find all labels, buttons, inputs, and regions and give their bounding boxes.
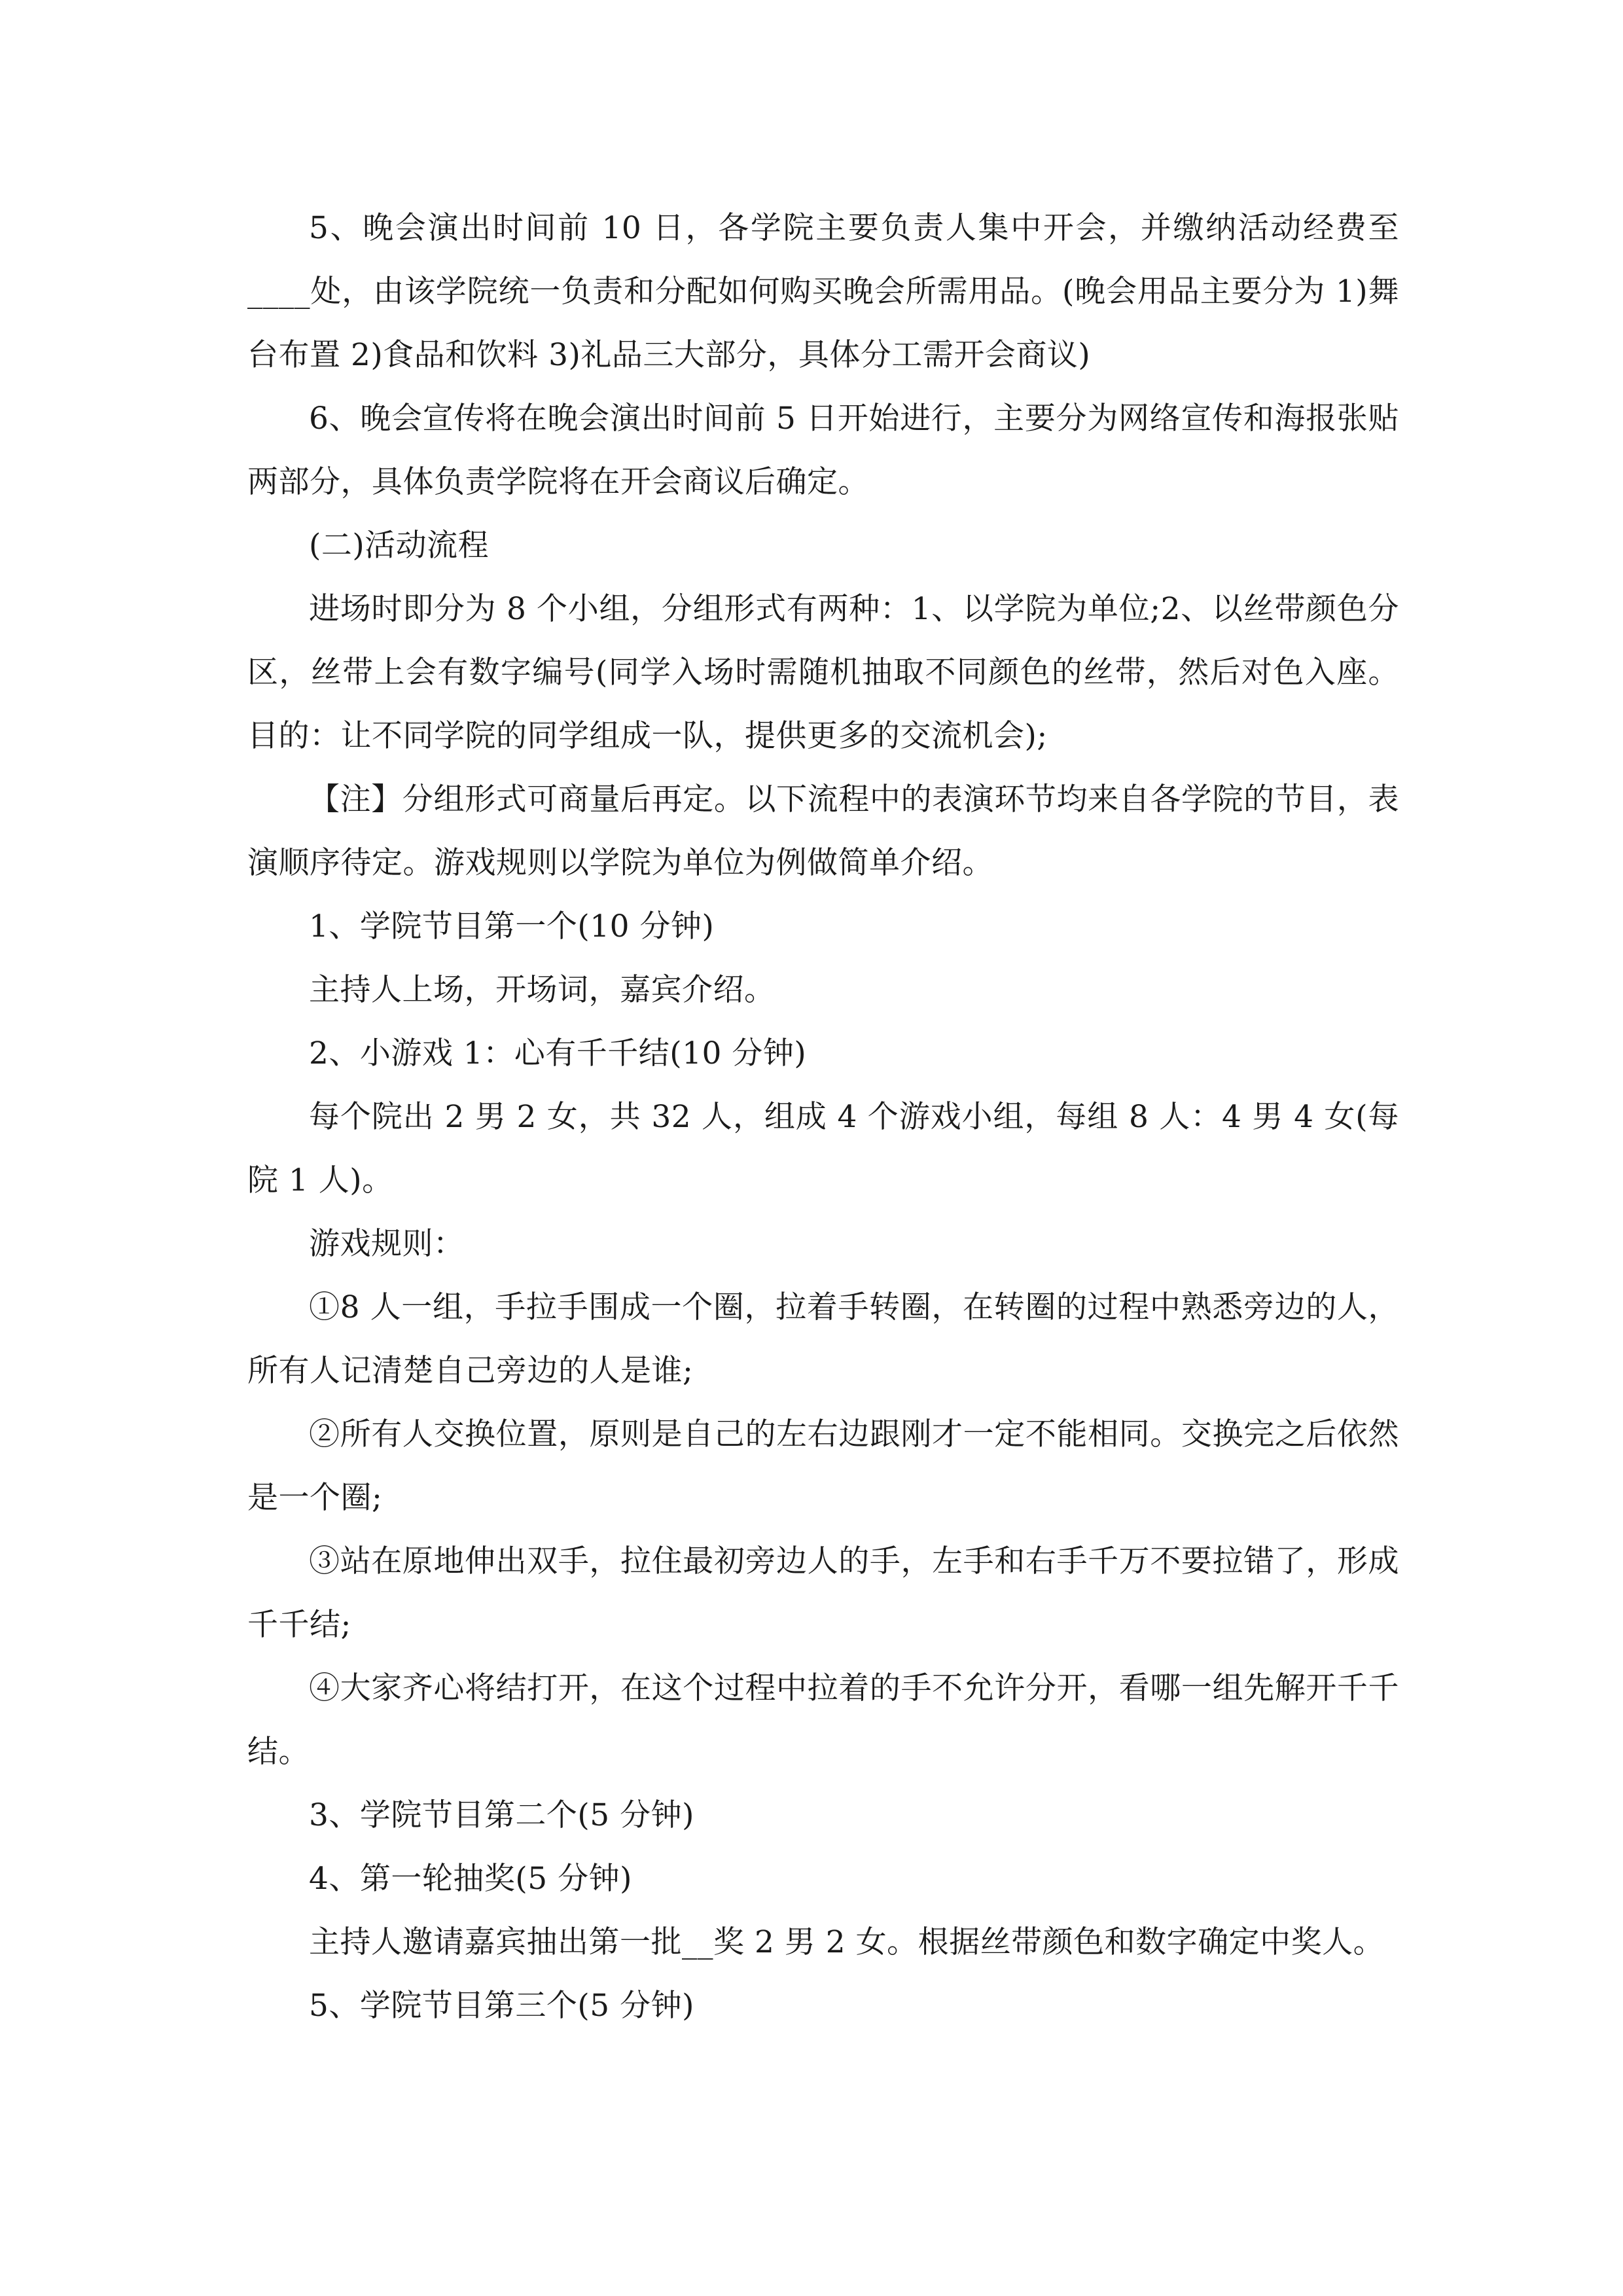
paragraph-host-intro: 主持人上场，开场词，嘉宾介绍。 <box>309 972 776 1008</box>
list-item-program-3: 5、学院节目第三个(5 分钟) <box>309 1988 694 2024</box>
paragraph-game-rules-label: 游戏规则： <box>309 1226 465 1262</box>
rule-step-4: ④大家齐心将结打开，在这个过程中拉着的手不允许分开，看哪一组先解开千千结。 <box>247 1670 1399 1770</box>
paragraph-budget-meeting: 5、晚会演出时间前 10 日，各学院主要负责人集中开会，并缴纳活动经费至____处，由该学院统一负责和分配如何购买晚会所需用品。(晚会用品主要分为 1)舞台布置 2)食品和饮料 3)礼品三大部分，具体分工需开会商议) <box>247 210 1399 373</box>
list-item-game-1: 2、小游戏 1：心有千千结(10 分钟) <box>309 1035 807 1071</box>
section-heading-activity-flow: (二)活动流程 <box>309 528 490 564</box>
rule-step-1: ①8 人一组，手拉手围成一个圈，拉着手转圈，在转圈的过程中熟悉旁边的人，所有人记清楚自己旁边的人是谁; <box>247 1289 1399 1389</box>
document-body <box>247 196 1399 2037</box>
paragraph-lottery-detail: 主持人邀请嘉宾抽出第一批__奖 2 男 2 女。根据丝带颜色和数字确定中奖人。 <box>309 1924 1385 1960</box>
paragraph-grouping: 进场时即分为 8 个小组，分组形式有两种：1、以学院为单位;2、以丝带颜色分区，丝带上会有数字编号(同学入场时需随机抽取不同颜色的丝带，然后对色入座。目的：让不同学院的同学组成一队，提供更多的交流机会); <box>247 591 1399 754</box>
paragraph-game-participants: 每个院出 2 男 2 女，共 32 人，组成 4 个游戏小组，每组 8 人：4 男 4 女(每院 1 人)。 <box>247 1099 1399 1198</box>
list-item-program-2: 3、学院节目第二个(5 分钟) <box>309 1797 694 1833</box>
rule-step-3: ③站在原地伸出双手，拉住最初旁边人的手，左手和右手千万不要拉错了，形成千千结; <box>247 1543 1399 1643</box>
list-item-lottery-1: 4、第一轮抽奖(5 分钟) <box>309 1861 632 1897</box>
rule-step-2: ②所有人交换位置，原则是自己的左右边跟刚才一定不能相同。交换完之后依然是一个圈; <box>247 1416 1399 1516</box>
paragraph-publicity: 6、晚会宣传将在晚会演出时间前 5 日开始进行，主要分为网络宣传和海报张贴两部分，具体负责学院将在开会商议后确定。 <box>247 401 1399 500</box>
paragraph-note: 【注】分组形式可商量后再定。以下流程中的表演环节均来自各学院的节目，表演顺序待定。游戏规则以学院为单位为例做简单介绍。 <box>247 781 1399 881</box>
list-item-program-1: 1、学院节目第一个(10 分钟) <box>309 908 715 944</box>
